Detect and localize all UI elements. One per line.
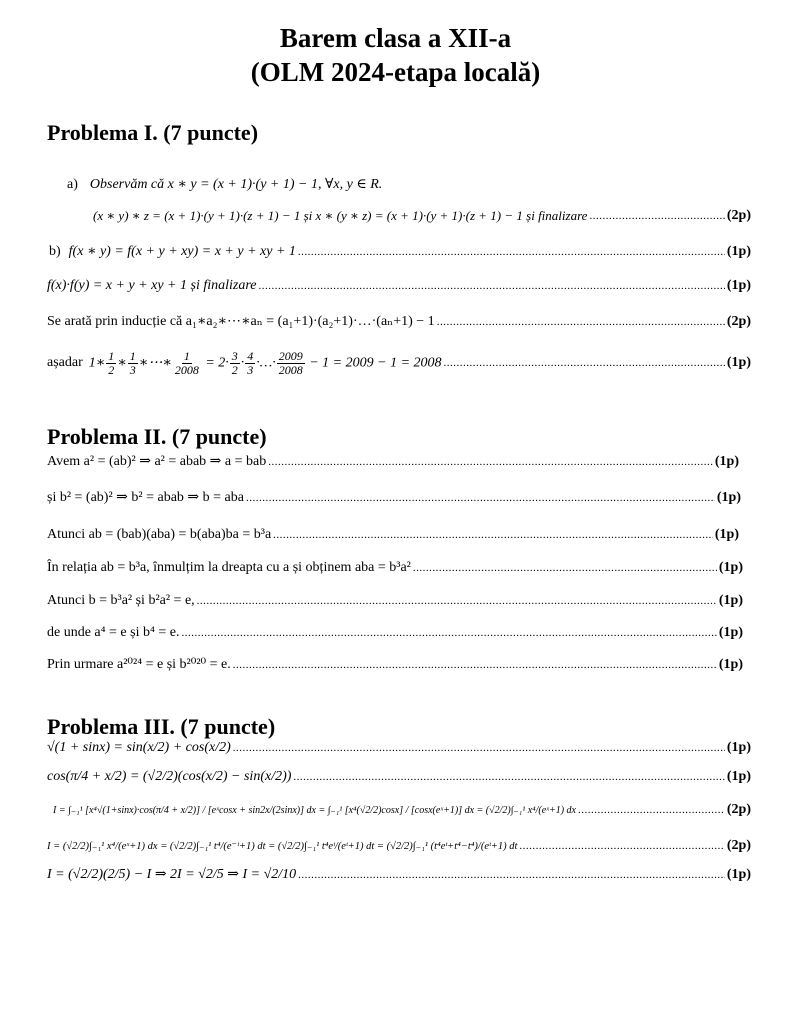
row-text: Se arată prin inducție că a₁∗a₂∗⋯∗aₙ = (a₁+1)·(a₂+1)·…·(aₙ+1) − 1 xyxy=(47,314,435,329)
problem3-row-1 xyxy=(47,740,751,756)
row-text: Observăm că x ∗ y = (x + 1)·(y + 1) − 1, ∀x, y ∈ R. xyxy=(89,177,383,192)
problem3-row-3 xyxy=(53,802,751,818)
document-title-line1: Barem clasa a XII-a xyxy=(279,23,512,53)
row-text: I = (√2/2)(2/5) − I ⇒ 2I = √2/5 ⇒ I = √2/10 xyxy=(47,867,297,882)
problem1-row-b1 xyxy=(49,243,751,260)
dot-leader xyxy=(268,455,713,469)
row-text: Atunci ab = (bab)(aba) = b(aba)ba = b³a xyxy=(47,527,272,542)
points: (1p) xyxy=(726,740,751,755)
problem2-row-3 xyxy=(47,527,739,543)
fraction xyxy=(277,350,305,377)
points: (1p) xyxy=(718,560,743,575)
problem2-row-1 xyxy=(47,453,739,470)
row-text: În relația ab = b³a, înmulțim la dreapta cu a și obținem aba = b³a² xyxy=(47,560,411,575)
points: (2p) xyxy=(726,838,751,853)
points: (1p) xyxy=(714,527,739,542)
dot-leader xyxy=(298,868,725,882)
points: (1p) xyxy=(718,625,743,640)
points: (1p) xyxy=(726,866,751,882)
points: (1p) xyxy=(718,656,743,672)
den: 2 xyxy=(108,362,115,377)
dot-leader xyxy=(293,770,724,784)
dot-leader xyxy=(413,561,717,575)
formula-mid: = 2· xyxy=(205,355,229,371)
problem1-row-a2 xyxy=(93,208,751,224)
product-formula: 1∗ $\frac{1}{2}$ ∗ $\frac{1}{3}$ ∗⋯∗ $\frac{1}{2008}$ = 2· $\frac{3}{2}$ · $\frac{4}{3}$ ·…· $\frac{2009}{2008}$ − 1 = 2009 − 1 = 2008 xyxy=(88,348,442,377)
points: (1p) xyxy=(718,593,743,608)
problem1-row-b3 xyxy=(47,313,751,330)
problem2-row-5 xyxy=(47,593,743,609)
row-text: Avem a² = (ab)² ⇒ a² = abab ⇒ a = bab xyxy=(47,454,267,469)
row-text: (x ∗ y) ∗ z = (x + 1)·(y + 1)·(z + 1) − 1 și x ∗ (y ∗ z) = (x + 1)·(y + 1)·(z + 1) − 1 și finalizare xyxy=(93,208,588,223)
problem2-row-7 xyxy=(47,656,743,673)
points: (1p) xyxy=(716,489,741,505)
points: (1p) xyxy=(726,355,751,370)
num: 2009 xyxy=(278,348,303,363)
problem2-row-2 xyxy=(47,489,741,506)
row-text: I = (√2/2)∫₋₁¹ x⁴/(eˣ+1) dx = (√2/2)∫₋₁¹ t⁴/(e⁻ᵗ+1) dt = (√2/2)∫₋₁¹ t⁴eᵗ/(eᵗ+1) dt = (√2/2)∫₋₁¹ (t⁴eᵗ+t⁴−t⁴)/(eᵗ+1) dt xyxy=(47,841,518,852)
problem2-row-4 xyxy=(47,560,743,576)
row-text: așadar xyxy=(47,355,83,370)
dot-leader xyxy=(233,658,717,672)
fraction xyxy=(106,350,116,377)
row-text: √(1 + sinx) = sin(x/2) + cos(x/2) xyxy=(47,740,231,755)
row-text: f(x)·f(y) = x + y + xy + 1 și finalizare xyxy=(47,278,257,293)
problem1-row-b4 xyxy=(47,345,751,381)
formula-one: 1 xyxy=(88,355,96,371)
dot-leader xyxy=(181,626,716,640)
document-title-line2: (OLM 2024-etapa locală) xyxy=(250,57,541,87)
problem1-row-b2 xyxy=(47,278,751,294)
row-text: f(x ∗ y) = f(x + y + xy) = x + y + xy + 1 xyxy=(68,244,296,259)
dot-leader xyxy=(298,245,725,259)
problem1-row-a1 xyxy=(67,176,757,193)
den: 2 xyxy=(231,362,238,377)
den: 3 xyxy=(129,362,136,377)
points: (1p) xyxy=(726,278,751,293)
points: (2p) xyxy=(726,208,751,223)
num: 3 xyxy=(231,348,238,363)
row-text: de unde a⁴ = e și b⁴ = e. xyxy=(47,625,180,640)
problem3-row-5 xyxy=(47,866,751,883)
dot-leader xyxy=(589,209,724,223)
problem3-row-2 xyxy=(47,769,751,785)
problem3-row-4 xyxy=(47,838,751,854)
formula-tail: − 1 = 2009 − 1 = 2008 xyxy=(309,355,442,371)
num: 1 xyxy=(108,348,115,363)
points: (1p) xyxy=(726,769,751,784)
row-text: I = ∫₋₁¹ [x⁴√(1+sinx)·cos(π/4 + x/2)] / [eˣcosx + sin2x/(2sinx)] dx = ∫₋₁¹ [x⁴(√2/2)cosx] / [cosx(eˣ+1)] dx = (√2/2)∫₋₁¹ x⁴/(eˣ+1) dx xyxy=(53,804,576,816)
dot-leader xyxy=(246,491,715,505)
problem2-heading: Problema II. (7 puncte) xyxy=(47,424,267,449)
row-text: Atunci b = b³a² și b²a² = e, xyxy=(47,593,195,608)
problem2-row-6 xyxy=(47,625,743,641)
row-text: cos(π/4 + x/2) = (√2/2)(cos(x/2) − sin(x/2)) xyxy=(47,769,292,784)
fraction xyxy=(128,350,138,377)
row-text: și b² = (ab)² ⇒ b² = abab ⇒ b = aba xyxy=(47,490,244,505)
den: 2008 xyxy=(278,362,303,377)
points: (2p) xyxy=(726,802,751,817)
fraction xyxy=(230,350,240,377)
fraction xyxy=(245,350,255,377)
row-label: b) xyxy=(49,243,61,259)
dot-leader xyxy=(444,356,725,370)
dot-leader xyxy=(259,279,725,293)
den: 2008 xyxy=(174,362,199,377)
num: 4 xyxy=(247,348,254,363)
fraction xyxy=(173,350,201,377)
num: 1 xyxy=(183,348,190,363)
dot-leader xyxy=(197,594,717,608)
problem1-heading: Problema I. (7 puncte) xyxy=(47,120,259,145)
dot-leader xyxy=(578,803,725,817)
row-label: a) xyxy=(67,176,78,192)
dot-leader xyxy=(233,741,725,755)
dot-leader xyxy=(273,528,713,542)
row-text: Prin urmare a²⁰²⁴ = e și b²⁰²⁰ = e. xyxy=(47,657,231,672)
problem3-heading: Problema III. (7 puncte) xyxy=(47,714,276,739)
points: (2p) xyxy=(726,313,751,329)
points: (1p) xyxy=(714,453,739,469)
num: 1 xyxy=(129,348,136,363)
den: 3 xyxy=(247,362,254,377)
dot-leader xyxy=(519,839,724,853)
points: (1p) xyxy=(726,243,751,259)
dot-leader xyxy=(437,315,725,329)
